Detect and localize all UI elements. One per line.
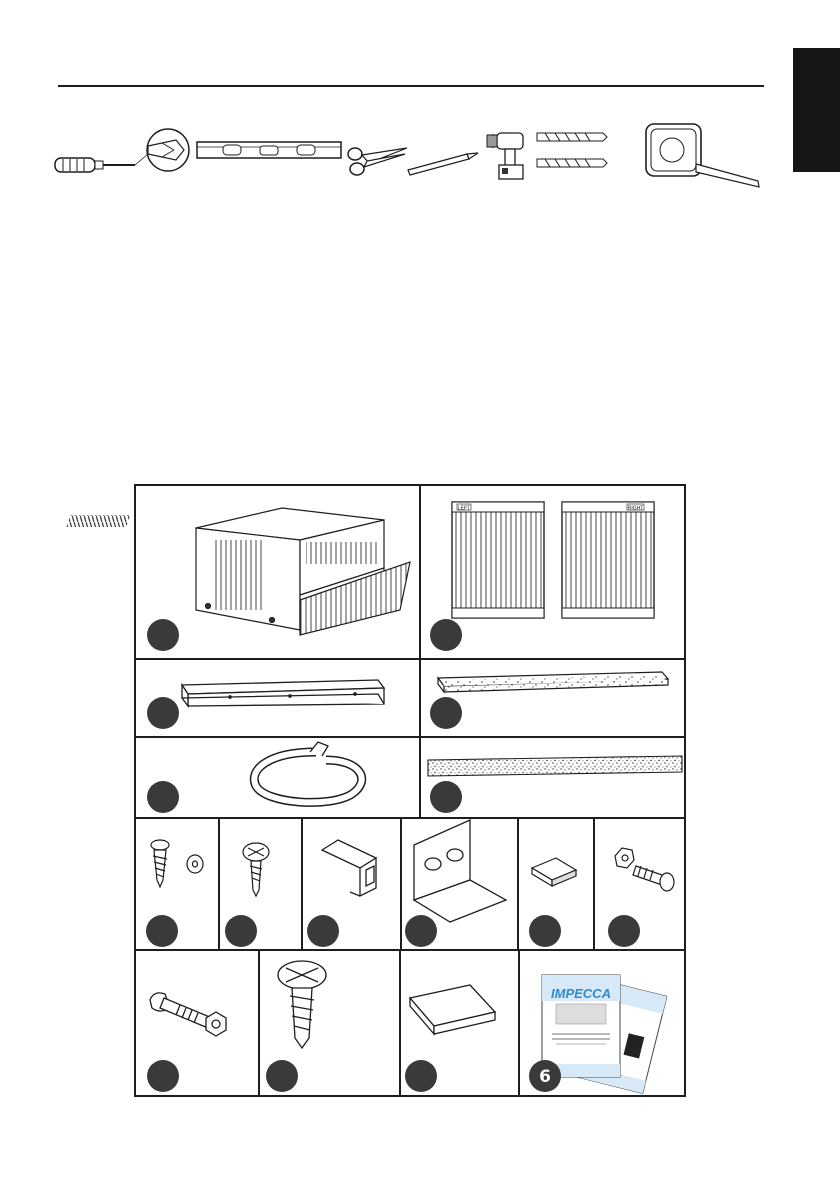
- part-badge: [147, 781, 179, 813]
- support-bracket-image: [414, 820, 506, 922]
- part-badge: [147, 619, 179, 651]
- svg-text:6: 6: [539, 1067, 551, 1087]
- bolt-and-nut-image: [150, 993, 226, 1036]
- part-badge: [266, 1060, 298, 1092]
- top-rail-image: [182, 680, 384, 706]
- part-badge: [529, 1060, 561, 1092]
- part-badge: [225, 915, 257, 947]
- manual-brand: IMPECCA: [551, 986, 611, 1001]
- part-badge: [147, 697, 179, 729]
- part-badge: [430, 619, 462, 651]
- curtain-screw-image: [243, 843, 269, 896]
- nut-and-bolt-small-image: [615, 848, 674, 891]
- part-badge: [405, 1060, 437, 1092]
- screw-and-washer-image: [151, 840, 203, 887]
- sash-lock-image: [322, 840, 376, 896]
- foam-strip-long-image: [428, 756, 682, 776]
- foam-pad-image: [532, 858, 576, 886]
- part-badge: [405, 915, 437, 947]
- air-conditioner-unit-image: [66, 508, 410, 635]
- part-badge: [529, 915, 561, 947]
- part-badge: [146, 915, 178, 947]
- left-panel-label: LEFT: [457, 505, 471, 512]
- right-panel-label: RIGHT: [627, 505, 644, 512]
- part-badge: [608, 915, 640, 947]
- part-badge: [307, 915, 339, 947]
- large-screw-image: [278, 961, 326, 1048]
- foam-strip-short-image: [438, 672, 668, 692]
- part-badge: [430, 781, 462, 813]
- part-badge: [147, 1060, 179, 1092]
- side-curtain-panels-image: [452, 502, 654, 618]
- foam-block-image: [410, 985, 495, 1034]
- drain-hose-image: [254, 742, 361, 802]
- part-badge: [430, 697, 462, 729]
